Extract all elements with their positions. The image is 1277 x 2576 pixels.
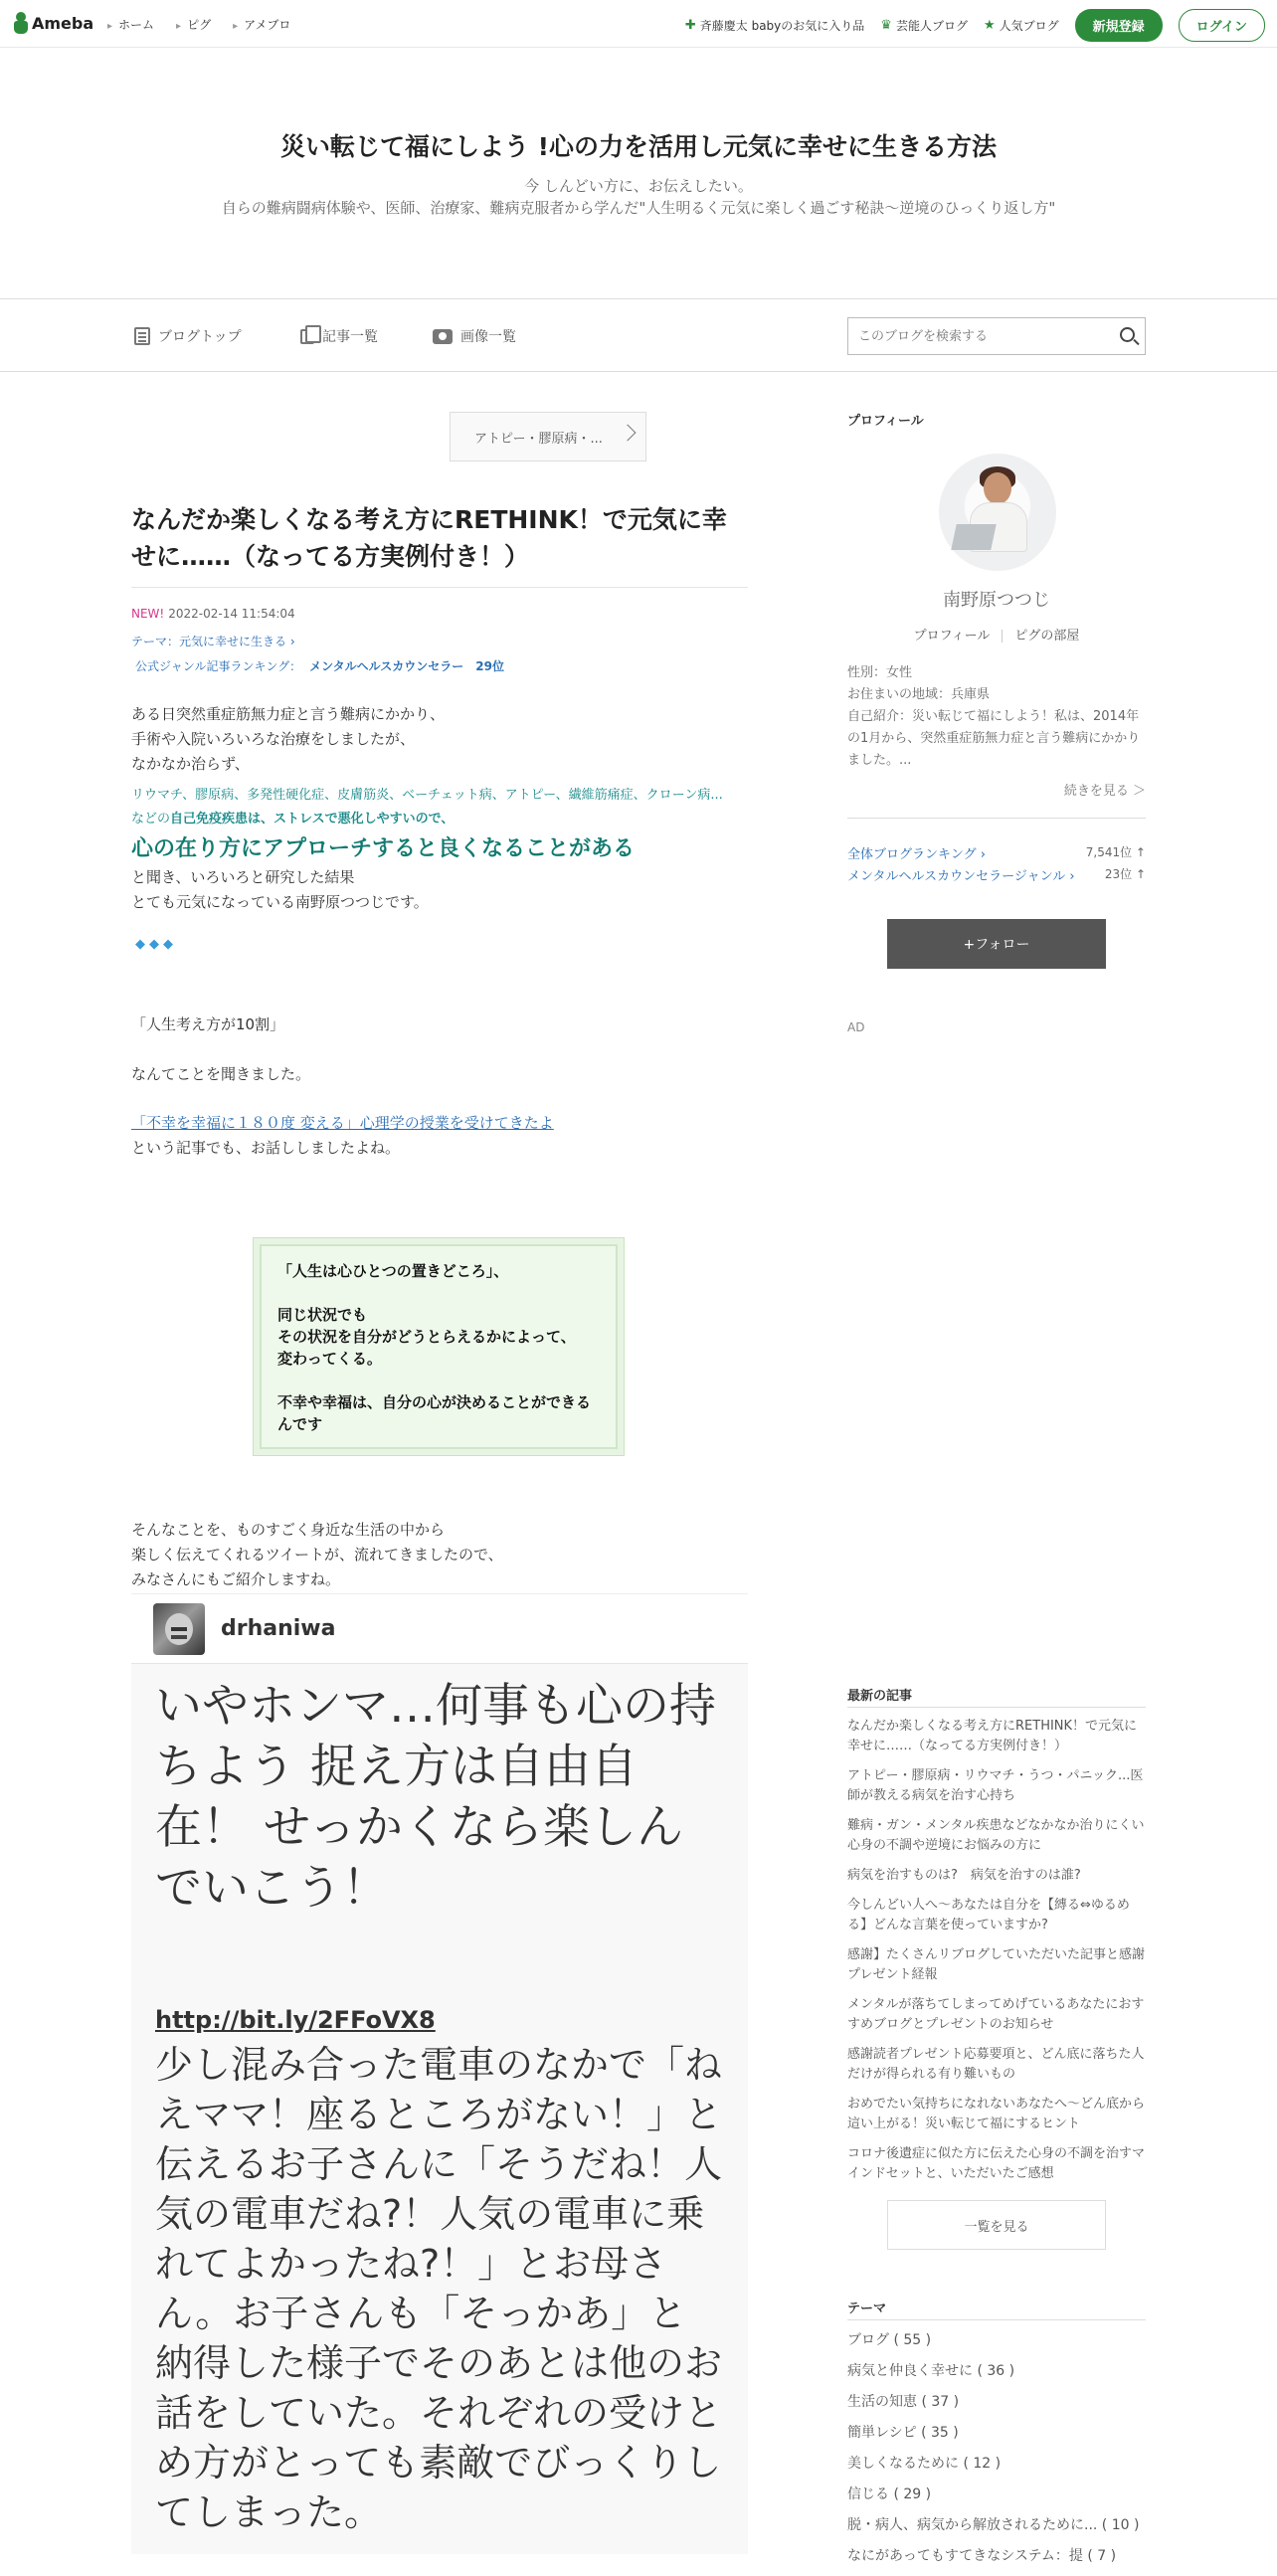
ameba-logo-icon bbox=[12, 12, 30, 34]
profile-heading: プロフィール bbox=[847, 414, 924, 429]
article-theme-link[interactable]: テーマ：元気に幸せに生きる › bbox=[131, 635, 295, 648]
list-item[interactable]: コロナ後遺症に似た方に伝えた心身の不調を治すマインドセットと、いただいたご感想 bbox=[847, 2146, 1146, 2181]
paragraph-1: ある日突然重症筋無力症と言う難病にかかり、 手術や入院いろいろな治療をしましたが、 なかなか治らず、 bbox=[131, 705, 446, 773]
article-date: NEW! 2022-02-14 11:54:04 bbox=[131, 607, 295, 621]
profile-info: 性別：女性 お住まいの地域：兵庫県 自己紹介：災い転じて福にしよう！私は、2014年の1月から、突然重症筋無力症と言う難病にかかりました。... bbox=[847, 665, 1141, 768]
paragraph-2: と聞き、いろいろと研究した結果 とても元気になっている南野原つつじです。 bbox=[131, 868, 429, 911]
avatar[interactable] bbox=[939, 454, 1056, 571]
global-nav bbox=[107, 16, 290, 33]
global-header bbox=[0, 0, 1277, 48]
blog-top-link[interactable]: ブログトップ bbox=[134, 326, 242, 346]
list-item[interactable]: なにがあってもすてきなシステム：提 ( 7 ) bbox=[847, 2548, 1117, 2564]
tweet-header bbox=[131, 1594, 748, 1664]
popular-blog-link[interactable]: ★ 人気ブログ bbox=[983, 18, 1059, 33]
search-input[interactable] bbox=[848, 318, 1097, 354]
paragraph-3: 「人生考え方が10割」 bbox=[131, 1015, 285, 1033]
profile-links bbox=[847, 625, 1146, 644]
list-item[interactable]: なんだか楽しくなる考え方にRETHINK！で元気に幸せに……（なってる方実例付き！） bbox=[847, 1719, 1138, 1753]
view-all-button[interactable]: 一覧を見る bbox=[887, 2200, 1106, 2250]
chevron-right-icon bbox=[620, 425, 637, 442]
nav-pigg[interactable]: ▸ ピグ bbox=[176, 16, 211, 33]
favorites-link[interactable]: ✚ 斉藤慶太 babyのお気に入り品 bbox=[684, 18, 865, 33]
blog-nav bbox=[0, 298, 1277, 372]
theme-navigation-chip[interactable]: アトピー・膠原病・... bbox=[450, 412, 646, 461]
list-item[interactable]: ブログ ( 55 ) bbox=[847, 2332, 932, 2348]
login-button[interactable]: ログイン bbox=[1179, 9, 1265, 42]
nav-home[interactable]: ▸ ホーム bbox=[107, 16, 154, 33]
list-item[interactable]: 難病・ガン・メンタル疾患などなかなか治りにくい心身の不調や逆境にお悩みの方に bbox=[847, 1818, 1145, 1853]
list-item[interactable]: 信じる ( 29 ) bbox=[847, 2486, 932, 2502]
embedded-tweet[interactable] bbox=[131, 1593, 748, 2554]
profile-name[interactable]: 南野原つつじ bbox=[943, 590, 1050, 611]
theme-list bbox=[847, 2329, 1146, 2576]
global-right-links bbox=[685, 9, 1265, 42]
tweet-url-link[interactable]: http://bit.ly/2FFoVX8 bbox=[155, 2006, 436, 2034]
nav-ameblo[interactable]: ▸ アメブロ bbox=[233, 16, 290, 33]
list-item[interactable]: 脱・病人、病気から解放されるために... ( 10 ) bbox=[847, 2517, 1140, 2533]
list-item[interactable]: 感謝読者プレゼント応募要項と、どん底に落ちた人だけが得られる有り難いもの bbox=[847, 2047, 1145, 2082]
recent-articles-heading: 最新の記事 bbox=[847, 1689, 913, 1704]
list-item[interactable]: 簡単レシピ ( 35 ) bbox=[847, 2425, 959, 2441]
blog-header bbox=[0, 48, 1277, 299]
ameba-logo[interactable]: Ameba bbox=[12, 12, 93, 34]
autoimmune-note: などの自己免疫疾患は、ストレスで悪化しやすいので、 bbox=[131, 812, 455, 827]
tweet-text-1: いやホンマ…何事も心の持ちよう 捉え方は自由自在！ せっかくなら楽しんでいこう！ bbox=[155, 1679, 716, 1916]
list-item[interactable]: 美しくなるために ( 12 ) bbox=[847, 2456, 1002, 2472]
pigg-room-link[interactable]: ピグの部屋 bbox=[1014, 629, 1080, 644]
list-item[interactable]: おめでたい気持ちになれないあなたへ～どん底から這い上がる！災い転じて福にするヒント bbox=[847, 2097, 1146, 2131]
theme-heading: テーマ bbox=[847, 2301, 887, 2316]
paragraph-6: そんなことを、ものすごく身近な生活の中から 楽しく伝えてくれるツイートが、流れてきましたので、 みなさんにもご紹介しますね。 bbox=[131, 1521, 503, 1588]
list-item[interactable]: 感謝】たくさんリブログしていただいた記事と感謝プレゼント経報 bbox=[847, 1947, 1146, 1982]
continue-reading-link[interactable]: 続きを見る ＞ bbox=[1063, 784, 1146, 799]
search-icon[interactable] bbox=[1120, 327, 1135, 342]
list-item[interactable]: メンタルが落ちてしまってめげているあなたにおすすめブログとプレゼントのお知らせ bbox=[847, 1997, 1145, 2032]
divider bbox=[131, 587, 748, 588]
diamond-separator: ◆◆◆ bbox=[135, 937, 177, 952]
follow-button[interactable]: +フォロー bbox=[887, 919, 1106, 969]
headline-text: 心の在り方にアプローチすると良くなることがある bbox=[131, 836, 636, 861]
tweet-username[interactable]: drhaniwa bbox=[221, 1616, 336, 1641]
plus-icon: ✚ bbox=[684, 18, 696, 33]
tweet-text-2: 少し混み合った電車のなかで「ねえママ！座るところがない！」と伝えるお子さんに「そうだね！人気の電車だね?！人気の電車に乗れてよかったね?！」とお母さん。お子さんも「そっかあ」と納得した様子でそのあとは他のお話をしていた。それぞれの受けとめ方がとっても素敵でびっくりしてしまった。 bbox=[155, 2043, 723, 2534]
document-icon bbox=[134, 327, 150, 345]
disease-list: リウマチ、膠原病、多発性硬化症、皮膚筋炎、ベーチェット病、アトピー、繊維筋痛症、クローン病... bbox=[131, 788, 723, 803]
register-button[interactable]: 新規登録 bbox=[1075, 9, 1163, 42]
star-icon: ★ bbox=[983, 18, 996, 33]
blog-search bbox=[847, 317, 1146, 355]
article-list-link[interactable]: 記事一覧 bbox=[300, 326, 378, 346]
new-badge: NEW! bbox=[131, 607, 165, 621]
quote-box bbox=[253, 1237, 625, 1456]
blog-description-line2: 自らの難病闘病体験や、医師、治療家、難病克服者から学んだ"人生明るく元気に楽しく過ごす秘訣～逆境のひっくり返し方" bbox=[221, 199, 1056, 217]
related-article-link[interactable]: 「不幸を幸福に１８０度 変える」心理学の授業を受けてきたよ bbox=[131, 1114, 554, 1132]
blog-title[interactable]: 災い転じて福にしよう !心の力を活用し元気に幸せに生きる方法 bbox=[279, 132, 998, 161]
image-list-link[interactable]: 画像一覧 bbox=[433, 326, 516, 346]
quote-line-2: 同じ状況でも その状況を自分がどうとらえるかによって、 変わってくる。 bbox=[277, 1306, 576, 1368]
list-item[interactable]: 生活の知恵 ( 37 ) bbox=[847, 2394, 960, 2410]
celebrity-blog-link[interactable]: ♛ 芸能人ブログ bbox=[880, 18, 968, 33]
list-item[interactable]: 病気を治すものは? 病気を治すのは誰? bbox=[847, 1868, 1081, 1883]
list-item[interactable]: 病気と仲良く幸せに ( 36 ) bbox=[847, 2363, 1015, 2379]
recent-articles-list bbox=[847, 1717, 1146, 2194]
camera-icon bbox=[433, 329, 453, 344]
list-item[interactable]: 今しんどい人へ～あなたは自分を【縛る⇔ゆるめる】どんな言葉を使っていますか? bbox=[847, 1898, 1130, 1932]
list-item[interactable]: アトピー・膠原病・リウマチ・うつ・パニック...医師が教える病気を治す心持ち bbox=[847, 1768, 1144, 1803]
article-title[interactable]: なんだか楽しくなる考え方にRETHINK！で元気に幸せに……（なってる方実例付き！） bbox=[131, 505, 727, 571]
divider bbox=[847, 818, 1146, 819]
avatar bbox=[153, 1603, 205, 1655]
paragraph-5: という記事でも、お話ししましたよね。 bbox=[131, 1139, 401, 1157]
ranking-info[interactable]: 公式ジャンル記事ランキング： メンタルヘルスカウンセラー 29位 bbox=[135, 659, 504, 673]
overall-ranking[interactable]: 全体ブログランキング › 7,541位 ↑ bbox=[847, 845, 1146, 862]
copy-icon bbox=[300, 329, 314, 344]
genre-ranking[interactable]: メンタルヘルスカウンセラージャンル › 23位 ↑ bbox=[847, 867, 1146, 884]
blog-description-line1: 今 しんどい方に、お伝えしたい。 bbox=[524, 177, 753, 195]
quote-line-3: 不幸や幸福は、自分の心が決めることができるんです bbox=[277, 1393, 592, 1433]
profile-link[interactable]: プロフィール bbox=[913, 629, 991, 644]
paragraph-4: なんてことを聞きました。 bbox=[131, 1065, 311, 1083]
crown-icon: ♛ bbox=[880, 18, 892, 33]
ad-label: AD bbox=[847, 1020, 865, 1034]
quote-line-1: 「人生は心ひとつの置きどころ」、 bbox=[277, 1262, 509, 1280]
